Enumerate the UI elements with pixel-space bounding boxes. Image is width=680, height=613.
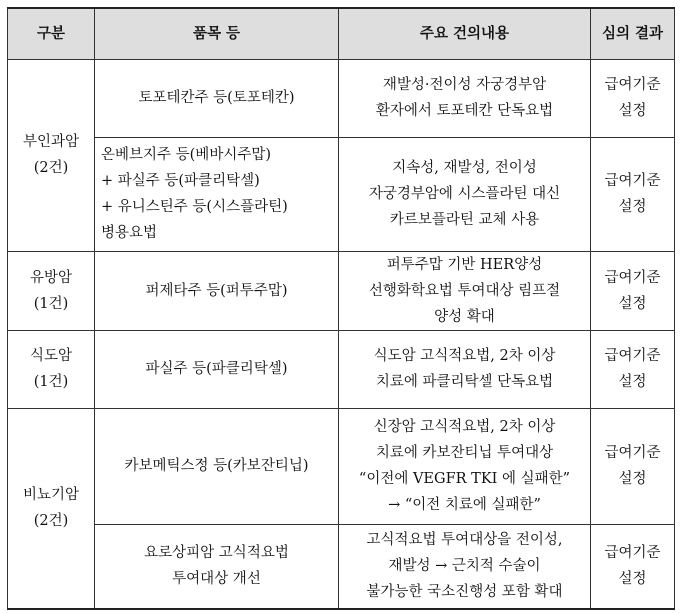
category-label: 부인과암 (22, 134, 80, 150)
category-cell (8, 251, 95, 330)
header-items: 품목 등 (95, 8, 339, 59)
items-line: + 유니스틴주 등(시스플라틴) (101, 199, 288, 215)
content-line: 선행화학요법 투여대상 림프절 (368, 282, 561, 299)
category-cell (8, 408, 95, 609)
header-content: 주요 건의내용 (339, 8, 591, 59)
content-cell (339, 251, 591, 330)
table-row (8, 137, 675, 251)
result-line: 설정 (618, 571, 647, 588)
category-count: (2건) (33, 160, 69, 176)
items-cell (95, 524, 339, 609)
items-line: 요로상피암 고식적요법 (144, 545, 289, 562)
header-row (8, 8, 675, 59)
table-row (8, 251, 675, 330)
result-line: 급여기준 (604, 77, 661, 93)
content-line: 자궁경부암에 시스플라틴 대신 (368, 186, 561, 202)
content-line: 치료에 파클리탁셀 단독요법 (375, 374, 554, 390)
result-line: 설정 (618, 295, 647, 312)
result-line: 급여기준 (604, 545, 661, 562)
header-result-line: 결과 (635, 24, 664, 42)
category-count: (1건) (33, 374, 69, 390)
result-cell (591, 330, 675, 408)
category-label: 유방암 (29, 269, 73, 286)
result-cell (591, 408, 675, 524)
result-line: 설정 (618, 374, 647, 390)
content-line: 치료에 카보잔티닙 투여대상 (375, 445, 554, 461)
category-count: (1건) (33, 295, 69, 312)
result-line: 급여기준 (604, 348, 661, 364)
table-row (8, 59, 675, 137)
result-line: 급여기준 (604, 173, 661, 189)
result-line: 설정 (618, 471, 647, 487)
category-label: 비뇨기암 (22, 487, 80, 504)
table-row (8, 408, 675, 524)
items-cell (95, 137, 339, 251)
content-line: 재발성·전이성 자궁경부암 (382, 77, 547, 93)
category-cell (8, 330, 95, 408)
items-cell (95, 251, 339, 330)
items-cell (95, 59, 339, 137)
deliberation-table (7, 7, 675, 610)
content-cell (339, 59, 591, 137)
content-line: 고식적요법 투여대상을 전이성, (366, 532, 563, 549)
category-count: (2건) (33, 513, 69, 530)
content-cell (339, 524, 591, 609)
result-line: 설정 (618, 103, 647, 119)
items-line: + 파실주 등(파클리탁셀) (101, 173, 260, 189)
table-row (8, 330, 675, 408)
content-cell (339, 330, 591, 408)
result-cell (591, 251, 675, 330)
items-line: 카보메틱스정 등(카보잔티닙) (124, 458, 309, 474)
content-line: 불가능한 국소진행성 포함 확대 (366, 584, 563, 601)
result-line: 급여기준 (604, 269, 661, 286)
items-line: 온베브지주 등(베바시주맙) (101, 147, 271, 163)
items-line: 퍼제타주 등(퍼투주맙) (145, 282, 288, 299)
content-line: 퍼투주맙 기반 HER양성 (386, 256, 543, 273)
content-line: “이전에 VEGFR TKI 에 실패한” (358, 471, 571, 487)
content-line: 환자에서 토포테칸 단독요법 (375, 103, 554, 119)
content-line: 식도암 고식적요법, 2차 이상 (373, 348, 556, 364)
result-line: 설정 (618, 199, 647, 215)
items-line: 파실주 등(파클리탁셀) (145, 361, 288, 377)
category-label: 식도암 (29, 348, 73, 364)
content-line: 지속성, 재발성, 전이성 (392, 160, 537, 176)
items-line: 토포테칸주 등(토포테칸) (138, 90, 295, 106)
header-category: 구분 (8, 8, 95, 59)
content-line: 재발성 → 근치적 수술이 (388, 558, 541, 575)
content-line: 카르보플라틴 교체 사용 (389, 212, 540, 228)
content-cell (339, 137, 591, 251)
items-cell (95, 408, 339, 524)
header-result-line: 심의 (601, 24, 630, 42)
table-row (8, 524, 675, 609)
items-line: 병용요법 (101, 225, 158, 241)
result-cell (591, 524, 675, 609)
content-line: 신장암 고식적요법, 2차 이상 (373, 419, 556, 435)
result-line: 급여기준 (604, 445, 661, 461)
content-line: → “이전 치료에 실패한” (388, 497, 541, 513)
content-line: 양성 확대 (434, 308, 495, 325)
header-result (591, 8, 675, 59)
result-cell (591, 137, 675, 251)
category-cell (8, 59, 95, 251)
items-cell (95, 330, 339, 408)
result-cell (591, 59, 675, 137)
content-cell (339, 408, 591, 524)
items-line: 투여대상 개선 (172, 571, 261, 588)
